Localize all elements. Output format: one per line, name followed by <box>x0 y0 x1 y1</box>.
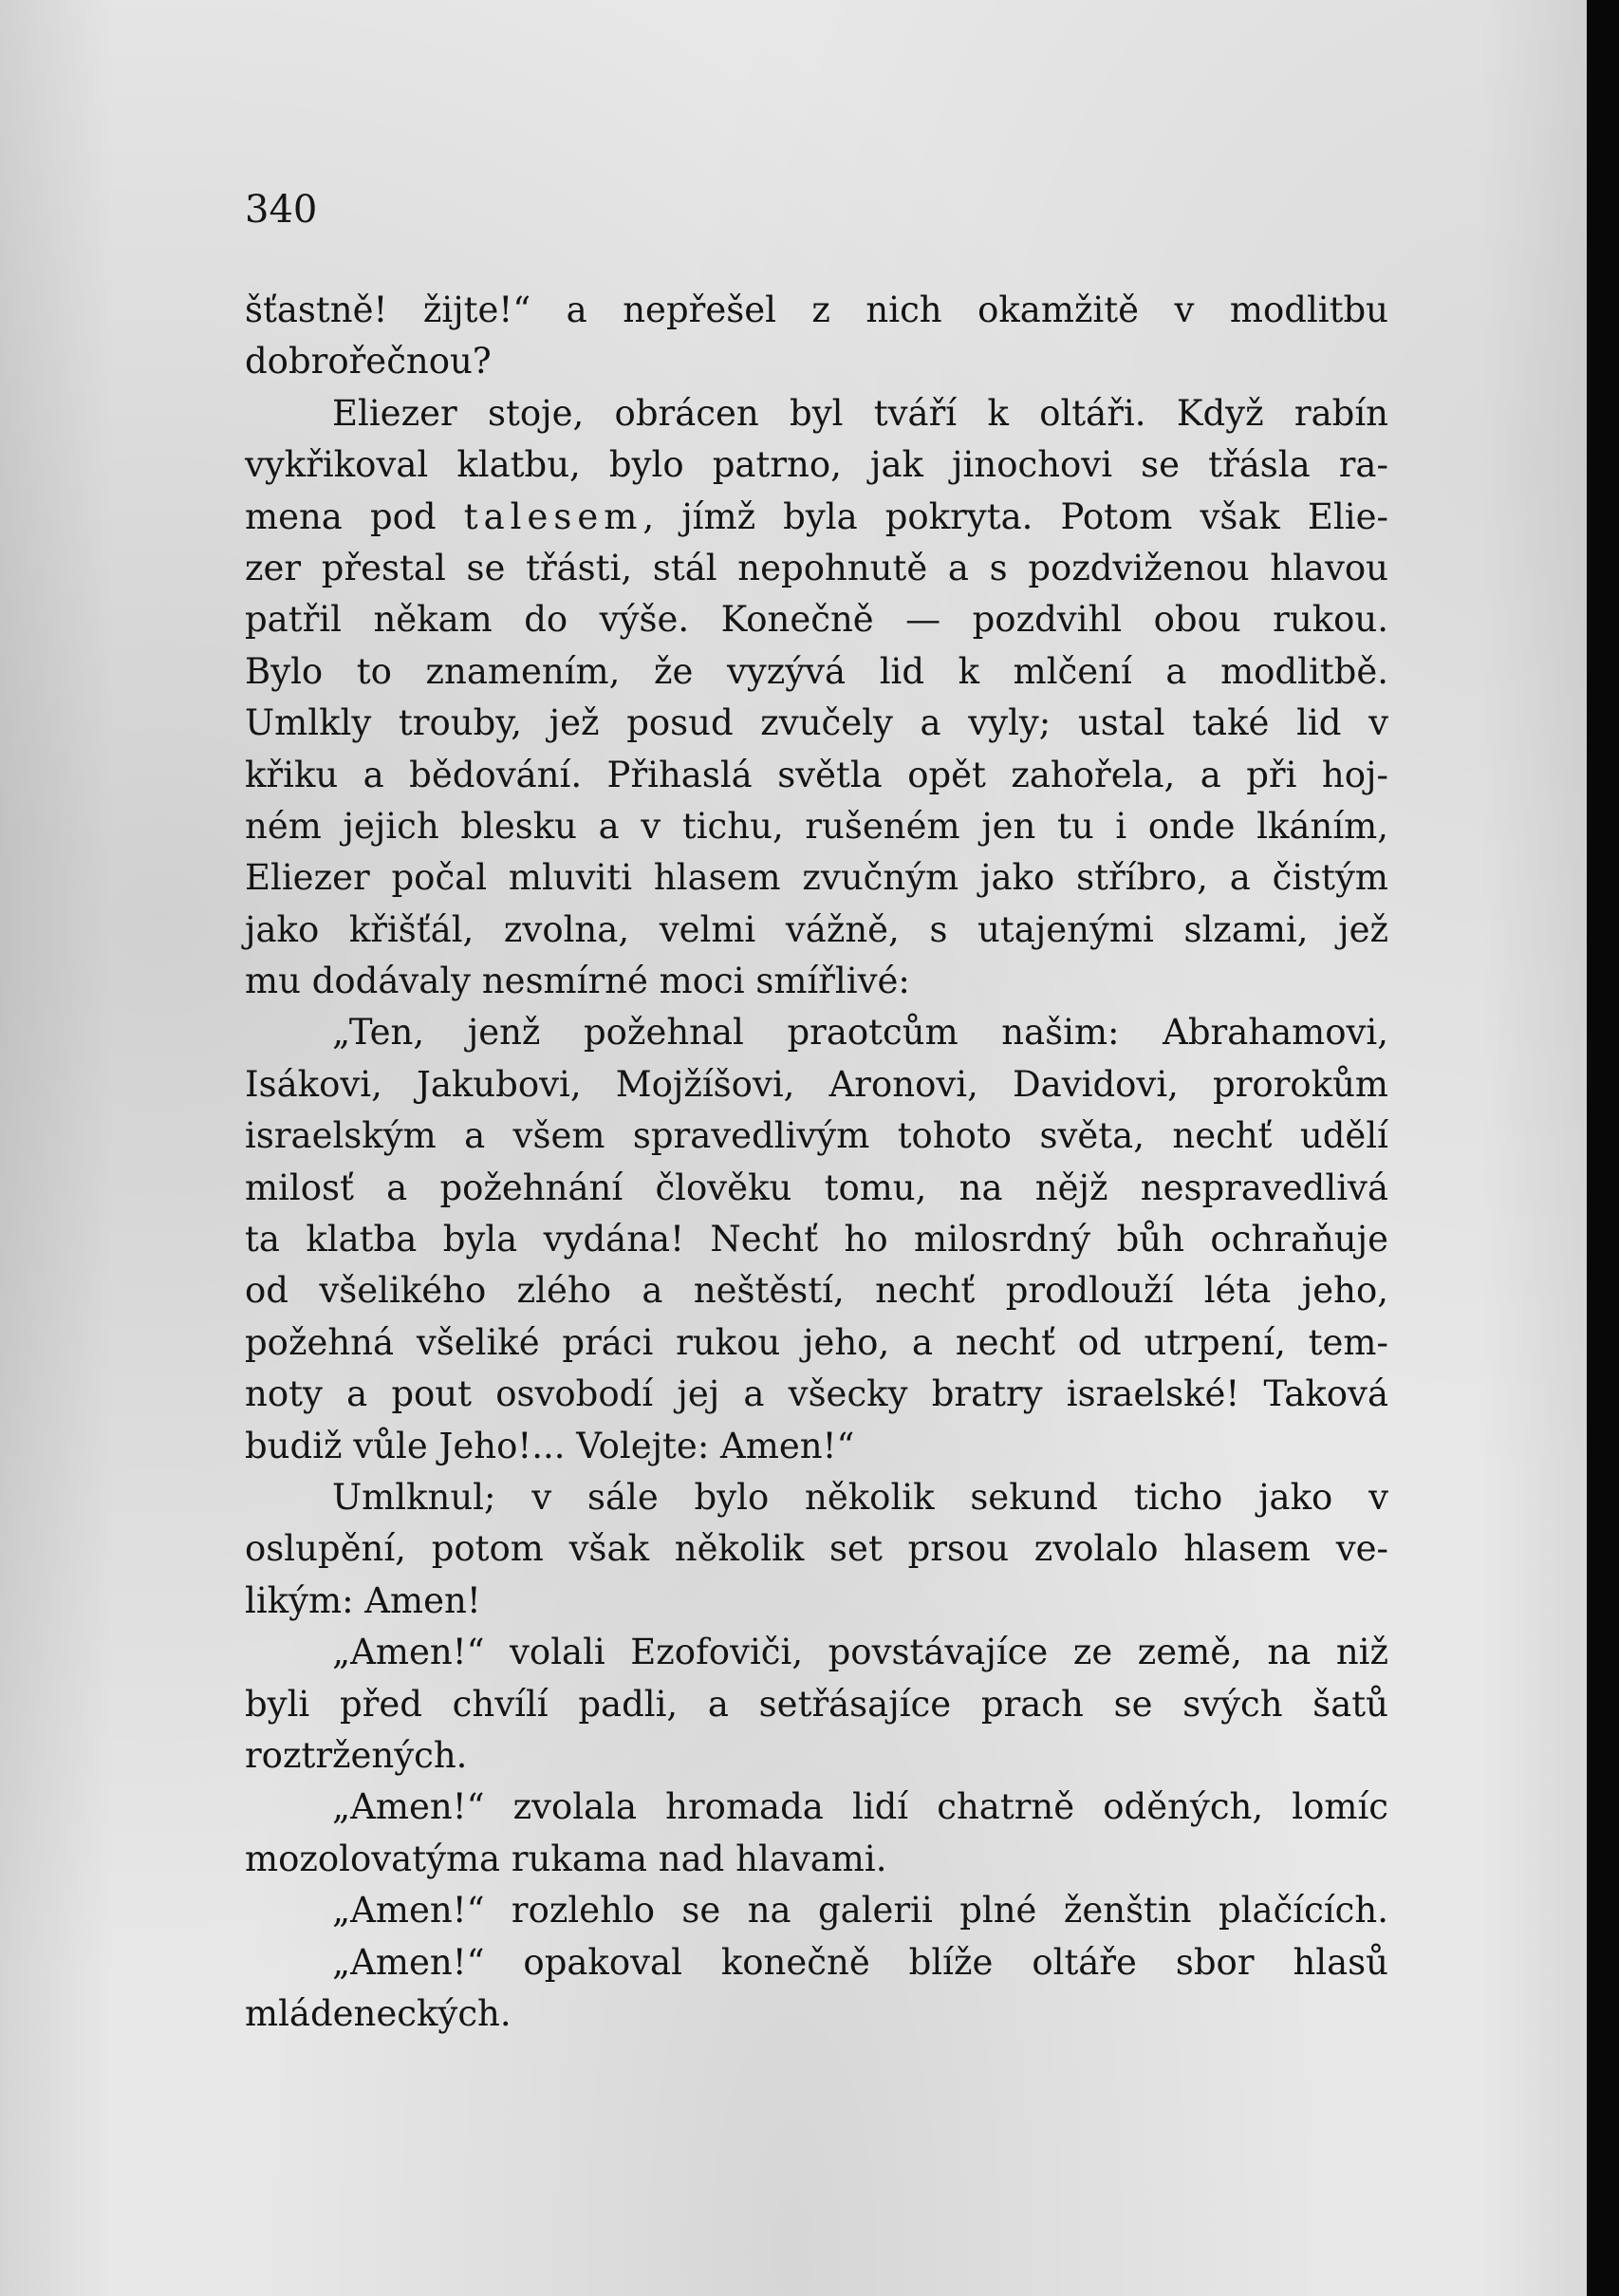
text-segment: mena pod <box>245 495 464 537</box>
text-line: mládeneckých. <box>245 1992 512 2034</box>
text-line: budiž vůle Jeho!... Volejte: Amen!“ <box>245 1425 855 1466</box>
text-line: zer přestal se třásti, stál nepohnutě a s pozdviženou hlavou <box>245 547 1388 588</box>
text-line: roztržených. <box>245 1734 468 1776</box>
text-line: „Amen!“ rozlehlo se na galerii plné ženštin plačících. <box>332 1890 1388 1932</box>
text-line: ném jejich blesku a v tichu, rušeném jen tu i onde lkáním, <box>245 805 1388 847</box>
text-line: „Amen!“ opakoval konečně blíže oltáře sbor hlasů <box>332 1941 1388 1983</box>
spaced-word: talesem <box>463 495 643 537</box>
text-line: jako křišťál, zvolna, velmi vážně, s utajenými slzami, jež <box>245 908 1388 950</box>
text-line: vykřikoval klatbu, bylo patrno, jak jinochovi se třásla ra- <box>245 444 1388 486</box>
text-line: patřil někam do výše. Konečně — pozdvihl obou rukou. <box>245 599 1388 641</box>
text-line: Eliezer počal mluviti hlasem zvučným jako stříbro, a čistým <box>245 857 1388 899</box>
text-line: „Ten, jenž požehnal praotcům našim: Abrahamovi, <box>332 1012 1388 1054</box>
text-line: ta klatba byla vydána! Nechť ho milosrdný bůh ochraňuje <box>245 1219 1388 1260</box>
text-line: požehná všeliké práci rukou jeho, a nechť od utrpení, tem- <box>245 1321 1388 1363</box>
text-line: likým: Amen! <box>245 1579 481 1621</box>
text-line: mu dodávaly nesmírné moci smířlivé: <box>245 961 910 1002</box>
text-line: od všelikého zlého a neštěstí, nechť prodlouží léta jeho, <box>245 1270 1388 1312</box>
text-line: Eliezer stoje, obrácen byl tváří k oltáři. Když rabín <box>332 392 1388 434</box>
text-segment: , jímž byla pokryta. Potom však Elie- <box>642 495 1389 537</box>
text-line: Isákovi, Jakubovi, Mojžíšovi, Aronovi, Davidovi, prorokům <box>245 1063 1388 1105</box>
body-text <box>245 285 1388 2040</box>
text-line: „Amen!“ volali Ezofoviči, povstávajíce ze země, na niž <box>332 1632 1388 1673</box>
text-line: byli před chvílí padli, a setřásajíce prach se svých šatů <box>245 1683 1388 1725</box>
text-line: Bylo to znamením, že vyzývá lid k mlčení a modlitbě. <box>245 650 1388 692</box>
page-number: 340 <box>245 188 318 232</box>
text-line: „Amen!“ zvolala hromada lidí chatrně oděných, lomíc <box>332 1786 1388 1828</box>
scan-edge <box>1587 0 1619 2296</box>
text-line: Umlkly trouby, jež posud zvučely a vyly; ustal také lid v <box>245 702 1388 744</box>
text-line: milosť a požehnání člověku tomu, na nějž nespravedlivá <box>245 1167 1388 1208</box>
text-line: Umlknul; v sále bylo několik sekund ticho jako v <box>332 1476 1388 1518</box>
text-line: šťastně! žijte!“ a nepřešel z nich okamžitě v modlitbu <box>245 289 1388 330</box>
text-line: mozolovatýma rukama nad hlavami. <box>245 1838 887 1879</box>
text-line <box>245 492 1388 543</box>
text-line: křiku a bědování. Přihaslá světla opět zahořela, a při hoj- <box>245 754 1388 795</box>
text-line: israelským a všem spravedlivým tohoto světa, nechť udělí <box>245 1115 1388 1157</box>
text-line: noty a pout osvobodí jej a všecky bratry israelské! Taková <box>245 1373 1388 1415</box>
text-line: oslupění, potom však několik set prsou zvolalo hlasem ve- <box>245 1528 1388 1570</box>
text-line: dobrořečnou? <box>245 341 492 383</box>
